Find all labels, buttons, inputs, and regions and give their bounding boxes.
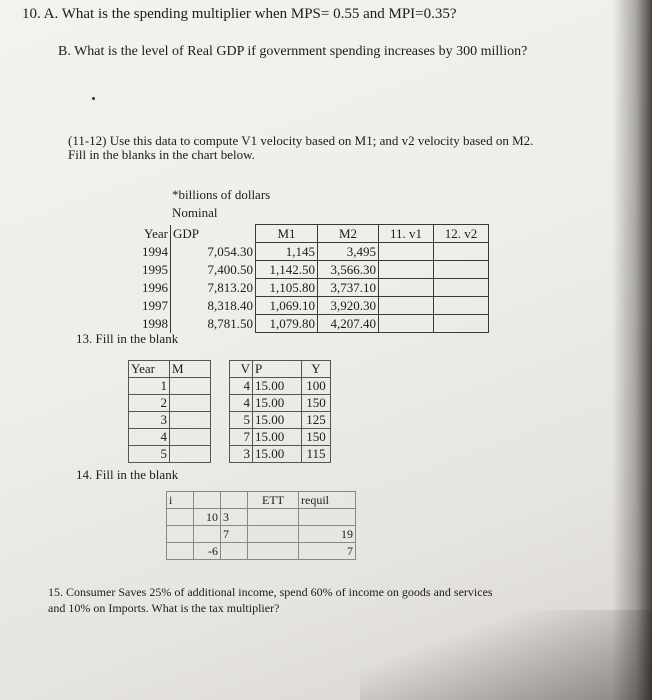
cell-m-blank[interactable]	[170, 395, 211, 412]
header-y: Y	[302, 361, 331, 378]
cell-requil: 7	[299, 543, 356, 560]
table-header-row	[129, 361, 331, 378]
cell-v: 4	[230, 378, 253, 395]
cell-v1-blank[interactable]	[379, 243, 434, 261]
cell-v1-blank[interactable]	[379, 279, 434, 297]
cell-year: 5	[129, 446, 170, 463]
cell-year: 2	[129, 395, 170, 412]
cell-v2-blank[interactable]	[434, 279, 489, 297]
question-13-label: 13. Fill in the blank	[76, 331, 179, 346]
cell-year: 1	[129, 378, 170, 395]
cell-m1: 1,079.80	[256, 315, 318, 333]
cell-p: 15.00	[253, 429, 302, 446]
header-v: V	[230, 361, 253, 378]
cell-v1-blank[interactable]	[379, 297, 434, 315]
table-header-row	[167, 492, 356, 509]
table-row	[167, 526, 356, 543]
cell-y: 100	[302, 378, 331, 395]
cell-v: 5	[230, 412, 253, 429]
header-year: Year	[144, 226, 168, 241]
question-14-label: 14. Fill in the blank	[76, 467, 179, 482]
question-11-12-line1: (11-12) Use this data to compute V1 velocity based on M1; and v2 velocity based on M2.	[68, 133, 534, 148]
table-row	[129, 395, 331, 412]
cell-i-blank[interactable]	[167, 543, 194, 560]
cell-p: 15.00	[253, 412, 302, 429]
cell-v2-blank[interactable]	[434, 297, 489, 315]
cell-v2-blank[interactable]	[434, 261, 489, 279]
cell-a: -6	[194, 543, 221, 560]
cell-i-blank[interactable]	[167, 526, 194, 543]
cell-v: 3	[230, 446, 253, 463]
table-row	[129, 446, 331, 463]
cell-y: 150	[302, 429, 331, 446]
question-10a: 10. A. What is the spending multiplier when MPS= 0.55 and MPI=0.35?	[22, 6, 457, 22]
header-p: P	[253, 361, 302, 378]
cell-p: 15.00	[253, 395, 302, 412]
cell-m1: 1,145	[256, 243, 318, 261]
cell-year: 1996	[142, 280, 168, 295]
cell-m2: 3,920.30	[318, 297, 379, 315]
table-row	[167, 543, 356, 560]
table-row	[130, 243, 489, 261]
cell-year: 1995	[142, 262, 168, 277]
cell-v2-blank[interactable]	[434, 243, 489, 261]
table-header-row	[130, 225, 489, 243]
cell-gdp: 8,318.40	[171, 297, 256, 315]
table-row	[129, 378, 331, 395]
cell-b: 7	[221, 526, 248, 543]
spacer-cell	[211, 395, 230, 412]
question-10b: B. What is the level of Real GDP if government spending increases by 300 million?	[58, 44, 528, 59]
cell-y: 115	[302, 446, 331, 463]
cell-m2: 3,495	[318, 243, 379, 261]
cell-m1: 1,105.80	[256, 279, 318, 297]
cell-p: 15.00	[253, 446, 302, 463]
cell-requil: 19	[299, 526, 356, 543]
cell-ett-blank[interactable]	[248, 526, 299, 543]
cell-m1: 1,142.50	[256, 261, 318, 279]
header-m1: M1	[256, 225, 318, 243]
units-note: *billions of dollars	[172, 187, 271, 202]
cell-m-blank[interactable]	[170, 429, 211, 446]
quantity-theory-table	[128, 360, 331, 463]
header-requil: requil	[299, 492, 356, 509]
table-row	[130, 261, 489, 279]
table-row	[129, 412, 331, 429]
cell-m-blank[interactable]	[170, 446, 211, 463]
cell-b: 3	[221, 509, 248, 526]
cell-m2: 3,566.30	[318, 261, 379, 279]
cell-v2-blank[interactable]	[434, 315, 489, 333]
cell-m-blank[interactable]	[170, 378, 211, 395]
pen-mark	[92, 97, 95, 100]
cell-a: 10	[194, 509, 221, 526]
question-15-line2: and 10% on Imports. What is the tax multiplier?	[48, 601, 280, 615]
cell-y: 150	[302, 395, 331, 412]
cell-year: 4	[129, 429, 170, 446]
page-edge-shadow	[612, 0, 652, 700]
equilibrium-table	[166, 491, 356, 560]
cell-b-blank[interactable]	[221, 543, 248, 560]
cell-m2: 3,737.10	[318, 279, 379, 297]
spacer-cell	[211, 378, 230, 395]
cell-gdp: 7,813.20	[171, 279, 256, 297]
spacer-cell	[211, 429, 230, 446]
cell-y: 125	[302, 412, 331, 429]
question-11-12-line2: Fill in the blanks in the chart below.	[68, 147, 255, 162]
cell-gdp: 8,781.50	[171, 315, 256, 333]
spacer-cell	[211, 446, 230, 463]
cell-m1: 1,069.10	[256, 297, 318, 315]
cell-year: 1998	[142, 316, 168, 331]
spacer-cell	[211, 412, 230, 429]
cell-ett-blank[interactable]	[248, 543, 299, 560]
table-row	[167, 509, 356, 526]
spacer-cell	[211, 361, 230, 378]
cell-v1-blank[interactable]	[379, 315, 434, 333]
header-blank-a	[194, 492, 221, 509]
corner-shadow	[360, 610, 652, 700]
table-row	[130, 279, 489, 297]
header-gdp: GDP	[171, 225, 256, 243]
cell-v: 4	[230, 395, 253, 412]
header-v1: 11. v1	[379, 225, 434, 243]
header-i: i	[167, 492, 194, 509]
cell-v1-blank[interactable]	[379, 261, 434, 279]
cell-m2: 4,207.40	[318, 315, 379, 333]
nominal-label: Nominal	[172, 205, 218, 220]
cell-year: 3	[129, 412, 170, 429]
cell-year: 1997	[142, 298, 168, 313]
header-m: M	[170, 361, 211, 378]
header-ett: ETT	[248, 492, 299, 509]
cell-ett-blank[interactable]	[248, 509, 299, 526]
cell-gdp: 7,054.30	[171, 243, 256, 261]
header-blank-b	[221, 492, 248, 509]
header-year: Year	[129, 361, 170, 378]
table-row	[130, 297, 489, 315]
velocity-table	[130, 224, 489, 333]
table-row	[130, 315, 489, 333]
question-15-line1: 15. Consumer Saves 25% of additional income, spend 60% of income on goods and services	[48, 585, 493, 599]
cell-a-blank[interactable]	[194, 526, 221, 543]
cell-requil-blank[interactable]	[299, 509, 356, 526]
cell-year: 1994	[142, 244, 168, 259]
cell-v: 7	[230, 429, 253, 446]
header-v2: 12. v2	[434, 225, 489, 243]
cell-i-blank[interactable]	[167, 509, 194, 526]
cell-gdp: 7,400.50	[171, 261, 256, 279]
header-m2: M2	[318, 225, 379, 243]
cell-p: 15.00	[253, 378, 302, 395]
table-row	[129, 429, 331, 446]
cell-m-blank[interactable]	[170, 412, 211, 429]
